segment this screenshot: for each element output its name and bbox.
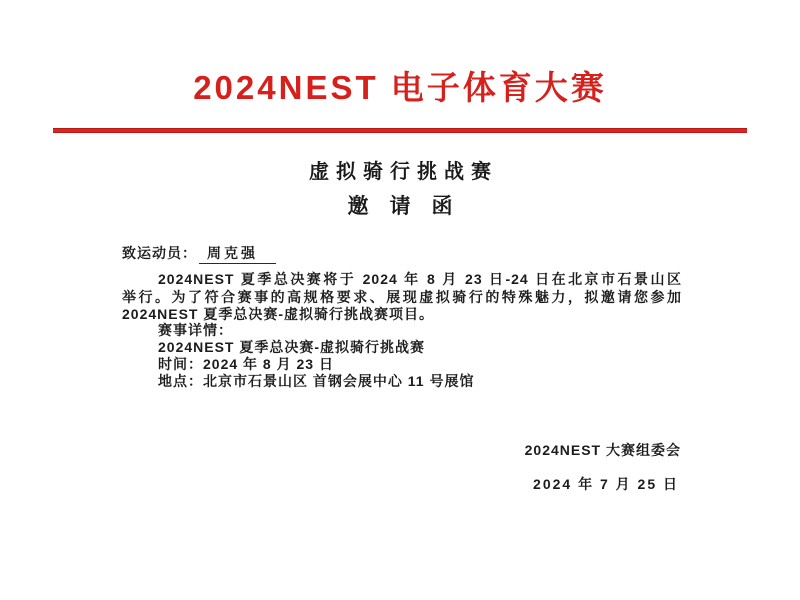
event-details-block xyxy=(158,322,682,390)
signature-date: 2024 年 7 月 25 日 xyxy=(533,476,679,492)
signature-committee: 2024NEST 大赛组委会 xyxy=(524,442,681,458)
event-name: 2024NEST 夏季总决赛-虚拟骑行挑战赛 xyxy=(158,339,426,355)
event-time: 时间：2024 年 8 月 23 日 xyxy=(158,356,334,372)
event-subtitle: 虚拟骑行挑战赛 xyxy=(309,161,498,183)
paragraph-line-3: 2024NEST 夏季总决赛-虚拟骑行挑战赛项目。 xyxy=(122,306,435,322)
event-venue: 地点：北京市石景山区 首钢会展中心 11 号展馆 xyxy=(158,373,475,389)
salutation-line xyxy=(122,244,276,264)
details-heading: 赛事详情： xyxy=(158,322,233,338)
red-divider-line xyxy=(53,128,747,133)
page-title: 2024NEST 电子体育大赛 xyxy=(193,69,607,106)
salutation-label: 致运动员： xyxy=(122,245,197,261)
paragraph-line-1: 2024NEST 夏季总决赛将于 2024 年 8 月 23 日-24 日在北京市石景山区 xyxy=(158,271,682,287)
body-paragraph xyxy=(122,271,682,324)
doc-type-heading: 邀 请 函 xyxy=(347,195,453,218)
athlete-name: 周克强 xyxy=(199,244,276,264)
paragraph-line-2: 举行。为了符合赛事的高规格要求、展现虚拟骑行的特殊魅力，拟邀请您参加 xyxy=(122,288,682,305)
